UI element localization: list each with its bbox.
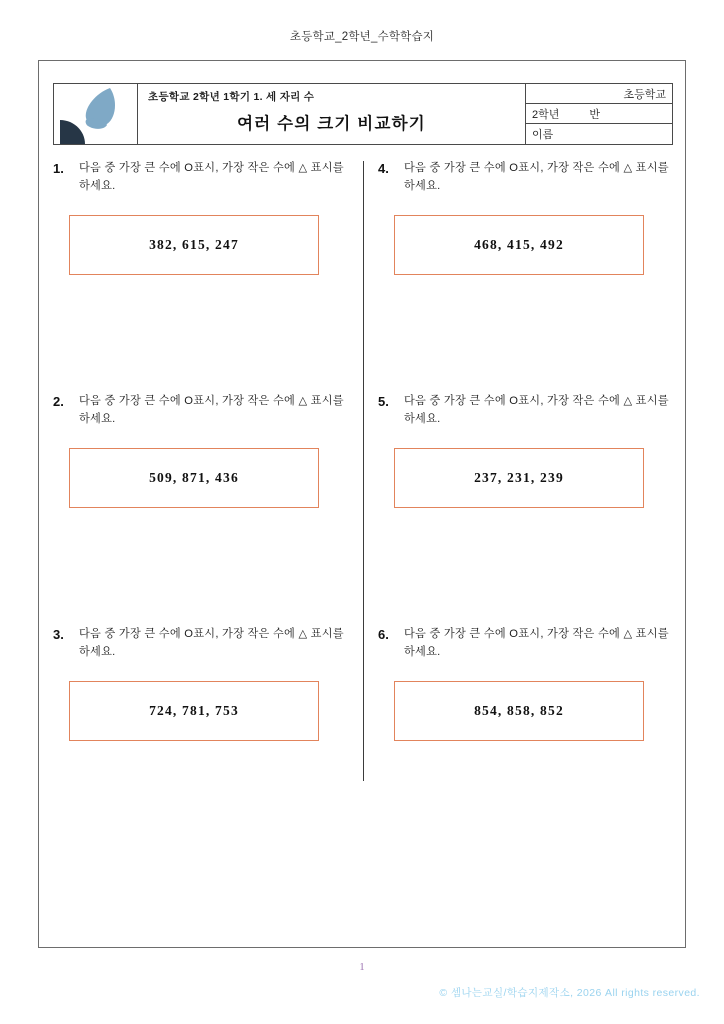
question-head (53, 625, 353, 662)
number-list: 468, 415, 492 (474, 236, 564, 252)
question-item (53, 159, 353, 392)
question-head (378, 159, 678, 196)
subject-line: 초등학교 2학년 1학기 1. 세 자리 수 (148, 91, 315, 103)
number-box[interactable] (394, 215, 644, 275)
number-box[interactable] (69, 215, 319, 275)
worksheet-header-table (53, 83, 673, 145)
number-box[interactable] (394, 681, 644, 741)
question-prompt: 다음 중 가장 큰 수에 O표시, 가장 작은 수에 △ 표시를 하세요. (404, 628, 669, 659)
school-label: 초등학교 (623, 88, 666, 101)
class-label: 반 (589, 108, 601, 121)
question-number: 5. (378, 394, 389, 409)
question-prompt: 다음 중 가장 큰 수에 O표시, 가장 작은 수에 △ 표시를 하세요. (404, 395, 669, 426)
school-row (526, 84, 672, 104)
questions-column-right (378, 159, 678, 858)
questions-column-left (53, 159, 353, 858)
number-box[interactable] (69, 681, 319, 741)
number-list: 724, 781, 753 (149, 702, 239, 718)
number-list: 237, 231, 239 (474, 469, 564, 485)
question-number: 3. (53, 627, 64, 642)
question-prompt: 다음 중 가장 큰 수에 O표시, 가장 작은 수에 △ 표시를 하세요. (79, 628, 344, 659)
page-number: 1 (359, 962, 365, 973)
question-head (378, 625, 678, 662)
question-head (53, 392, 353, 429)
logo-cell (54, 84, 138, 144)
number-list: 854, 858, 852 (474, 702, 564, 718)
question-number: 6. (378, 627, 389, 642)
name-label: 이름 (532, 129, 554, 141)
number-box[interactable] (394, 448, 644, 508)
question-item (53, 625, 353, 858)
question-item (53, 392, 353, 625)
question-number: 4. (378, 161, 389, 176)
name-row[interactable] (526, 124, 672, 144)
grade-label: 2학년 (532, 108, 560, 121)
question-prompt: 다음 중 가장 큰 수에 O표시, 가장 작은 수에 △ 표시를 하세요. (79, 395, 344, 426)
question-item (378, 625, 678, 858)
copyright-notice: © 셈나는교실/학습지제작소, 2026 All rights reserved. (439, 987, 700, 999)
droplet-leaf-logo-icon (54, 84, 137, 144)
question-number: 2. (53, 394, 64, 409)
number-list: 509, 871, 436 (149, 469, 239, 485)
question-head (378, 392, 678, 429)
question-item (378, 159, 678, 392)
title-cell (138, 84, 526, 144)
question-prompt: 다음 중 가장 큰 수에 O표시, 가장 작은 수에 △ 표시를 하세요. (79, 162, 344, 193)
question-item (378, 392, 678, 625)
number-box[interactable] (69, 448, 319, 508)
page-title: 여러 수의 크기 비교하기 (237, 115, 426, 133)
question-head (53, 159, 353, 196)
running-head: 초등학교_2학년_수학학습지 (289, 31, 435, 43)
questions-area (53, 159, 673, 927)
question-prompt: 다음 중 가장 큰 수에 O표시, 가장 작은 수에 △ 표시를 하세요. (404, 162, 669, 193)
worksheet-page (38, 60, 686, 948)
question-number: 1. (53, 161, 64, 176)
column-divider (363, 161, 364, 781)
number-list: 382, 615, 247 (149, 236, 239, 252)
grade-class-row[interactable] (526, 104, 672, 124)
student-info-cell (526, 84, 672, 144)
